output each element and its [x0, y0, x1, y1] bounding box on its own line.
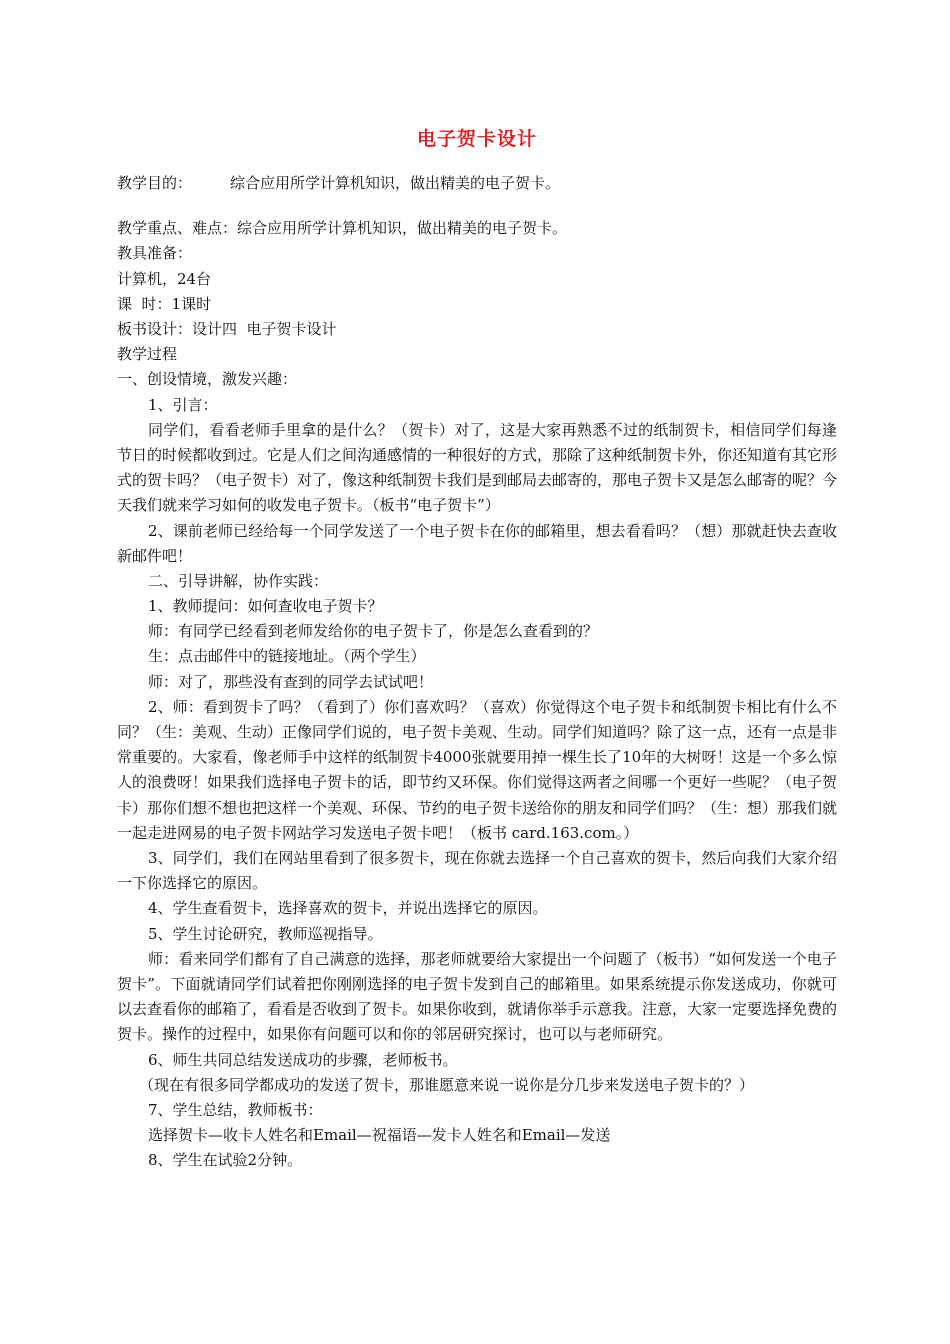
purpose-line	[117, 171, 837, 196]
tools-label: 教具准备：	[117, 244, 193, 263]
s2-line-9: 7、学生总结，教师板书：	[148, 1101, 323, 1120]
s2-line-8: （现在有很多同学都成功的发送了贺卡，那谁愿意来说一说你是分几步来发送电子贺卡的？）	[139, 1075, 755, 1094]
s2-line-4: 师：对了，那些没有查到的同学去试试吧！	[148, 672, 434, 691]
s2-line-3: 生：点击邮件中的链接地址。（两个学生）	[148, 647, 426, 666]
keypoints-line: 教学重点、难点：综合应用所学计算机知识，做出精美的电子贺卡。	[117, 219, 568, 238]
section-2-heading: 二、引导讲解，协作实践：	[148, 571, 329, 590]
s2-line-1: 1、教师提问：如何查收电子贺卡？	[148, 597, 383, 616]
s2-line-10: 选择贺卡—收卡人姓名和Email—祝福语—发卡人姓名和Email—发送	[148, 1126, 611, 1145]
s2-paragraph-3: 3、同学们，我们在网站里看到了很多贺卡，现在你就去选择一个自己喜欢的贺卡，然后向我们大家介绍一下你选择它的原因。	[117, 849, 837, 893]
hours-line: 课 时：1课时	[117, 294, 212, 313]
s2-line-5: 4、学生查看贺卡，选择喜欢的贺卡，并说出选择它的原因。	[148, 899, 548, 918]
s2-paragraph-2: 2、师：看到贺卡了吗？（看到了）你们喜欢吗？（喜欢）你觉得这个电子贺卡和纸制贺卡相比有什么不同？（生：美观、生动）正像同学们说的，电子贺卡美观、生动。同学们知道吗？除了这一点，还有一点是非常重要的。大家看，像老师手中这样的纸制贺卡4000张就要用掉一棵生长了10年的大树呀！这是一个多么惊人的浪费呀！如果我们选择电子贺卡的话，即节约又环保。你们觉得这两者之间哪一个更好一些呢？（电子贺卡）那你们想不想也把这样一个美观、环保、节约的电子贺卡送给你的朋友和同学们吗？（生：想）那我们就一起走进网易的电子贺卡网站学习发送电子贺卡吧！（板书 card.163.com。）	[117, 697, 838, 842]
s2-paragraph-4: 师：看来同学们都有了自己满意的选择，那老师就要给大家提出一个问题了（板书）“如何发送一个电子贺卡”。下面就请同学们试着把你刚刚选择的电子贺卡发到自己的邮箱里。如果系统提示你发送成功，你就可以去查看你的邮箱了，看看是否收到了贺卡。如果你收到，就请你举手示意我。注意，大家一定要选择免费的贺卡。操作的过程中，如果你有问题可以和你的邻居研究探讨，也可以与老师研究。	[117, 949, 838, 1044]
s2-line-11: 8、学生在试验2分钟。	[148, 1151, 303, 1170]
s1-paragraph-1: 同学们，看看老师手里拿的是什么？（贺卡）对了，这是大家再熟悉不过的纸制贺卡，相信同学们每逢节日的时候都收到过。它是人们之间沟通感情的一种很好的方式，那除了这种纸制贺卡外，你还知道有其它形式的贺卡吗？（电子贺卡）对了，像这种纸制贺卡我们是到邮局去邮寄的，那电子贺卡又是怎么邮寄的呢？今天我们就来学习如何的收发电子贺卡。（板书“电子贺卡”）	[117, 420, 838, 515]
process-heading: 教学过程	[117, 345, 178, 364]
section-1-heading: 一、创设情境，激发兴趣：	[117, 370, 298, 389]
s1-paragraph-2: 2、课前老师已经给每一个同学发送了一个电子贺卡在你的邮箱里，想去看看吗？（想）那就赶快去查收新邮件吧！	[117, 521, 837, 565]
purpose-value: 综合应用所学计算机知识，做出精美的电子贺卡。	[230, 174, 561, 192]
purpose-label: 教学目的：	[117, 174, 193, 192]
s2-line-2: 师：有同学已经看到老师发给你的电子贺卡了，你是怎么查看到的？	[148, 622, 599, 641]
s2-line-6: 5、学生讨论研究，教师巡视指导。	[148, 924, 383, 943]
document-body	[117, 171, 837, 1174]
board-design-line: 板书设计：设计四 电子贺卡设计	[117, 319, 337, 338]
s2-line-7: 6、师生共同总结发送成功的步骤，老师板书。	[148, 1050, 458, 1069]
document-title: 电子贺卡设计	[416, 128, 537, 150]
s1-intro-label: 1、引言：	[148, 395, 218, 414]
tools-value: 计算机，24台	[117, 269, 212, 288]
